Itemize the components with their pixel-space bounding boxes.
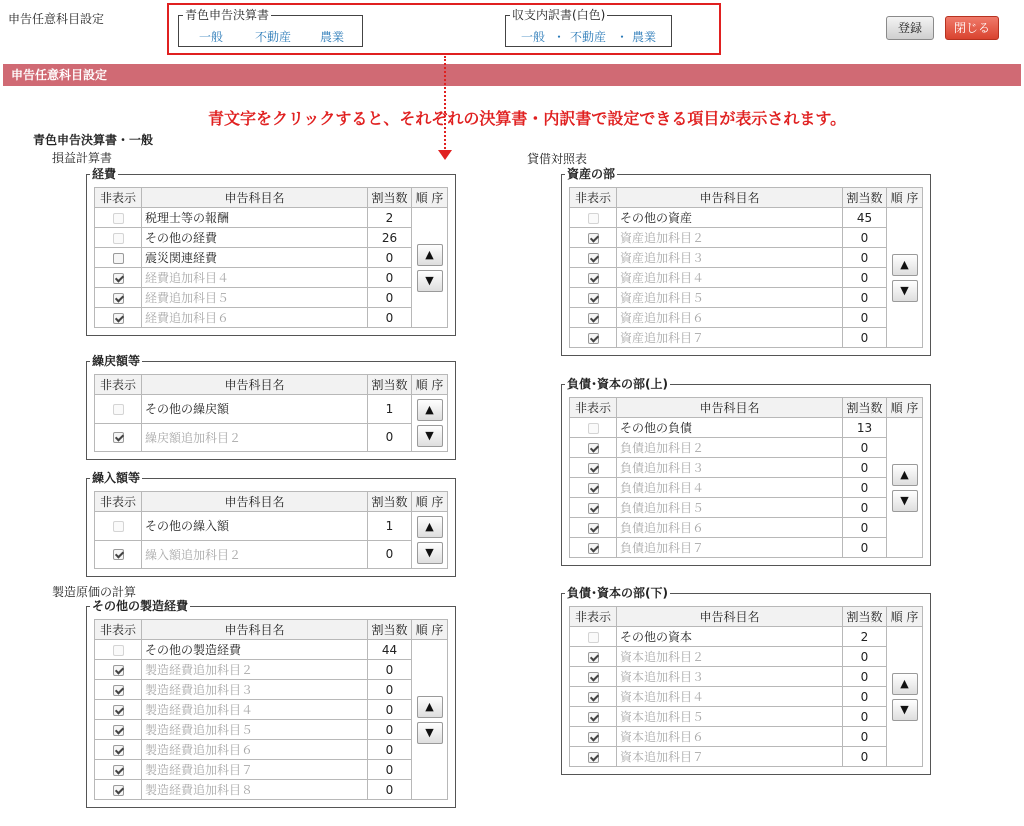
- hide-checkbox[interactable]: [588, 443, 599, 454]
- hide-checkbox-cell: [570, 687, 617, 707]
- assigned-count: 0: [368, 660, 412, 680]
- hide-checkbox[interactable]: [113, 725, 124, 736]
- table-row: [95, 780, 448, 800]
- cash-book-separator: ・: [616, 30, 629, 44]
- order-controls: [412, 512, 448, 569]
- header-order: 順 序: [887, 188, 923, 208]
- account-table: [569, 397, 923, 558]
- hide-checkbox: [588, 213, 599, 224]
- header-name: 申告科目名: [142, 375, 368, 395]
- account-name: 資産追加科目５: [617, 288, 843, 308]
- hide-checkbox[interactable]: [588, 293, 599, 304]
- table-row: [570, 627, 923, 647]
- annotation-arrow-icon: [438, 150, 452, 160]
- balance-sheet-heading: 貸借対照表: [527, 152, 588, 166]
- assigned-count: 0: [843, 538, 887, 558]
- table-row: [95, 640, 448, 660]
- hide-checkbox-cell: [570, 538, 617, 558]
- group-title: 負債･資本の部(下): [567, 586, 668, 600]
- header-order: 順 序: [412, 492, 448, 512]
- assigned-count: 0: [843, 248, 887, 268]
- hide-checkbox[interactable]: [113, 432, 124, 443]
- account-name: 資本追加科目５: [617, 707, 843, 727]
- hide-checkbox[interactable]: [588, 543, 599, 554]
- account-name: 資本追加科目７: [617, 747, 843, 767]
- table-row: [570, 518, 923, 538]
- table-row: [95, 680, 448, 700]
- hide-checkbox-cell: [570, 328, 617, 348]
- account-name: 製造経費追加科目３: [142, 680, 368, 700]
- cash-book-link-realestate[interactable]: 不動産: [570, 30, 607, 44]
- header-name: 申告科目名: [617, 398, 843, 418]
- table-row: [95, 248, 448, 268]
- assigned-count: 0: [843, 518, 887, 538]
- hide-checkbox[interactable]: [113, 253, 124, 264]
- table-row: [570, 328, 923, 348]
- order-controls: [887, 418, 923, 558]
- account-table: [94, 187, 448, 328]
- table-row: [95, 660, 448, 680]
- table-row: [95, 268, 448, 288]
- header-name: 申告科目名: [617, 188, 843, 208]
- table-row: [570, 747, 923, 767]
- assigned-count: 0: [368, 760, 412, 780]
- cash-book-link-agriculture[interactable]: 農業: [632, 30, 657, 44]
- hide-checkbox-cell: [570, 268, 617, 288]
- group-carryin: [86, 471, 456, 577]
- cash-book-title: 収支内訳書(白色): [512, 8, 606, 22]
- hide-checkbox-cell: [95, 208, 142, 228]
- assigned-count: 0: [368, 680, 412, 700]
- account-name: その他の繰入額: [142, 512, 368, 541]
- hide-checkbox-cell: [570, 747, 617, 767]
- account-name: 資産追加科目２: [617, 228, 843, 248]
- table-row: [95, 740, 448, 760]
- account-name: 負債追加科目４: [617, 478, 843, 498]
- table-row: [95, 308, 448, 328]
- assigned-count: 0: [843, 647, 887, 667]
- header-name: 申告科目名: [142, 188, 368, 208]
- assigned-count: 0: [368, 308, 412, 328]
- hide-checkbox-cell: [95, 308, 142, 328]
- account-name: 税理士等の報酬: [142, 208, 368, 228]
- group-title: 経費: [92, 167, 117, 181]
- hide-checkbox[interactable]: [588, 313, 599, 324]
- group-title: その他の製造経費: [92, 599, 189, 613]
- hide-checkbox-cell: [95, 395, 142, 424]
- table-row: [95, 760, 448, 780]
- table-row: [570, 208, 923, 228]
- hide-checkbox[interactable]: [588, 692, 599, 703]
- hide-checkbox[interactable]: [588, 273, 599, 284]
- hide-checkbox-cell: [570, 288, 617, 308]
- account-table: [94, 374, 448, 452]
- account-table: [569, 606, 923, 767]
- annotation-text: 青文字をクリックすると、それぞれの決算書・内訳書で設定できる項目が表示されます。: [208, 109, 847, 128]
- save-button[interactable]: 登録: [886, 16, 934, 40]
- assigned-count: 0: [843, 288, 887, 308]
- blue-filing-title: 青色申告決算書: [185, 8, 270, 22]
- close-button[interactable]: 閉じる: [945, 16, 999, 40]
- account-name: 資本追加科目３: [617, 667, 843, 687]
- account-name: 製造経費追加科目７: [142, 760, 368, 780]
- assigned-count: 0: [368, 540, 412, 569]
- hide-checkbox-cell: [95, 740, 142, 760]
- table-row: [570, 438, 923, 458]
- account-name: 製造経費追加科目６: [142, 740, 368, 760]
- header-hide: 非表示: [570, 188, 617, 208]
- order-controls: [412, 395, 448, 452]
- hide-checkbox: [113, 404, 124, 415]
- hide-checkbox-cell: [570, 228, 617, 248]
- group-carryback: [86, 354, 456, 460]
- header-hide: 非表示: [95, 492, 142, 512]
- blue-filing-link-general[interactable]: 一般: [199, 30, 224, 44]
- account-table: [569, 187, 923, 348]
- account-name: 製造経費追加科目４: [142, 700, 368, 720]
- hide-checkbox[interactable]: [113, 273, 124, 284]
- assigned-count: 0: [843, 498, 887, 518]
- table-row: [570, 248, 923, 268]
- header-count: 割当数: [843, 398, 887, 418]
- assigned-count: 0: [843, 228, 887, 248]
- hide-checkbox-cell: [570, 707, 617, 727]
- account-name: 負債追加科目７: [617, 538, 843, 558]
- account-name: 製造経費追加科目８: [142, 780, 368, 800]
- table-row: [95, 288, 448, 308]
- move-down-button[interactable]: ▼: [417, 542, 443, 564]
- account-name: 負債追加科目３: [617, 458, 843, 478]
- table-row: [570, 707, 923, 727]
- assigned-count: 0: [843, 727, 887, 747]
- assigned-count: 0: [843, 308, 887, 328]
- hide-checkbox-cell: [570, 208, 617, 228]
- assigned-count: 0: [843, 707, 887, 727]
- account-name: 繰戻額追加科目２: [142, 423, 368, 452]
- hide-checkbox[interactable]: [588, 233, 599, 244]
- assigned-count: 44: [368, 640, 412, 660]
- table-row: [95, 423, 448, 452]
- account-name: 製造経費追加科目２: [142, 660, 368, 680]
- table-row: [570, 687, 923, 707]
- page-title: 申告任意科目設定: [8, 12, 105, 26]
- hide-checkbox[interactable]: [113, 665, 124, 676]
- order-controls: [887, 627, 923, 767]
- cash-book-separator: ・: [553, 30, 566, 44]
- assigned-count: 1: [368, 395, 412, 424]
- table-row: [570, 538, 923, 558]
- hide-checkbox-cell: [95, 228, 142, 248]
- account-name: 負債追加科目５: [617, 498, 843, 518]
- group-manufacturing: [86, 599, 456, 808]
- hide-checkbox[interactable]: [113, 293, 124, 304]
- header-order: 順 序: [887, 607, 923, 627]
- cash-book-group: [505, 8, 672, 47]
- blue-filing-group: [178, 8, 363, 47]
- assigned-count: 0: [368, 720, 412, 740]
- table-row: [570, 228, 923, 248]
- account-name: 製造経費追加科目５: [142, 720, 368, 740]
- hide-checkbox-cell: [95, 700, 142, 720]
- table-row: [570, 478, 923, 498]
- header-name: 申告科目名: [142, 620, 368, 640]
- assigned-count: 2: [368, 208, 412, 228]
- hide-checkbox[interactable]: [113, 785, 124, 796]
- header-count: 割当数: [843, 607, 887, 627]
- hide-checkbox-cell: [95, 720, 142, 740]
- hide-checkbox-cell: [95, 760, 142, 780]
- hide-checkbox-cell: [95, 288, 142, 308]
- header-hide: 非表示: [95, 620, 142, 640]
- group-liabilities: [561, 377, 931, 566]
- hide-checkbox: [113, 645, 124, 656]
- hide-checkbox-cell: [570, 518, 617, 538]
- hide-checkbox-cell: [570, 647, 617, 667]
- hide-checkbox-cell: [570, 727, 617, 747]
- assigned-count: 0: [843, 458, 887, 478]
- hide-checkbox-cell: [570, 667, 617, 687]
- assigned-count: 0: [368, 268, 412, 288]
- header-count: 割当数: [843, 188, 887, 208]
- header-count: 割当数: [368, 492, 412, 512]
- hide-checkbox[interactable]: [113, 705, 124, 716]
- hide-checkbox[interactable]: [588, 652, 599, 663]
- header-count: 割当数: [368, 375, 412, 395]
- hide-checkbox: [113, 213, 124, 224]
- hide-checkbox[interactable]: [588, 712, 599, 723]
- assigned-count: 0: [843, 268, 887, 288]
- hide-checkbox: [588, 423, 599, 434]
- account-name: 震災関連経費: [142, 248, 368, 268]
- move-up-button[interactable]: ▲: [892, 464, 918, 486]
- account-table: [94, 619, 448, 800]
- move-down-button[interactable]: ▼: [417, 722, 443, 744]
- hide-checkbox[interactable]: [588, 672, 599, 683]
- header-count: 割当数: [368, 188, 412, 208]
- account-name: 資本追加科目４: [617, 687, 843, 707]
- assigned-count: 1: [368, 512, 412, 541]
- group-title: 負債･資本の部(上): [567, 377, 668, 391]
- header-order: 順 序: [412, 188, 448, 208]
- account-name: 経費追加科目５: [142, 288, 368, 308]
- group-assets: [561, 167, 931, 356]
- hide-checkbox[interactable]: [588, 523, 599, 534]
- move-down-button[interactable]: ▼: [892, 490, 918, 512]
- hide-checkbox-cell: [95, 248, 142, 268]
- account-name: 資本追加科目２: [617, 647, 843, 667]
- hide-checkbox-cell: [95, 640, 142, 660]
- header-hide: 非表示: [95, 375, 142, 395]
- hide-checkbox[interactable]: [113, 313, 124, 324]
- move-down-button[interactable]: ▼: [417, 270, 443, 292]
- table-row: [95, 720, 448, 740]
- hide-checkbox[interactable]: [588, 333, 599, 344]
- table-row: [570, 458, 923, 478]
- assigned-count: 0: [368, 423, 412, 452]
- table-row: [570, 647, 923, 667]
- header-order: 順 序: [887, 398, 923, 418]
- header-name: 申告科目名: [142, 492, 368, 512]
- hide-checkbox[interactable]: [588, 732, 599, 743]
- move-up-button[interactable]: ▲: [417, 696, 443, 718]
- hide-checkbox-cell: [95, 512, 142, 541]
- assigned-count: 0: [368, 700, 412, 720]
- hide-checkbox-cell: [570, 478, 617, 498]
- blue-filing-link-realestate[interactable]: 不動産: [255, 30, 292, 44]
- header-order: 順 序: [412, 620, 448, 640]
- table-row: [570, 498, 923, 518]
- assigned-count: 26: [368, 228, 412, 248]
- header-name: 申告科目名: [617, 607, 843, 627]
- account-name: 経費追加科目４: [142, 268, 368, 288]
- account-name: その他の経費: [142, 228, 368, 248]
- assigned-count: 0: [843, 687, 887, 707]
- hide-checkbox: [113, 521, 124, 532]
- table-row: [570, 288, 923, 308]
- group-capital: [561, 586, 931, 775]
- income-statement-heading: 損益計算書: [52, 151, 113, 165]
- table-row: [570, 418, 923, 438]
- hide-checkbox: [113, 233, 124, 244]
- account-name: 繰入額追加科目２: [142, 540, 368, 569]
- table-row: [570, 268, 923, 288]
- account-name: 資産追加科目７: [617, 328, 843, 348]
- assigned-count: 0: [368, 288, 412, 308]
- section-bar: 申告任意科目設定: [3, 64, 1021, 86]
- assigned-count: 0: [843, 438, 887, 458]
- hide-checkbox-cell: [570, 498, 617, 518]
- header-count: 割当数: [368, 620, 412, 640]
- group-expenses: [86, 167, 456, 336]
- assigned-count: 0: [843, 667, 887, 687]
- hide-checkbox[interactable]: [113, 745, 124, 756]
- account-name: 負債追加科目６: [617, 518, 843, 538]
- table-row: [570, 667, 923, 687]
- hide-checkbox-cell: [95, 268, 142, 288]
- hide-checkbox-cell: [95, 540, 142, 569]
- account-name: 資産追加科目３: [617, 248, 843, 268]
- account-name: その他の資本: [617, 627, 843, 647]
- account-name: 資産追加科目４: [617, 268, 843, 288]
- move-down-button[interactable]: ▼: [892, 280, 918, 302]
- hide-checkbox-cell: [570, 418, 617, 438]
- hide-checkbox-cell: [570, 458, 617, 478]
- order-controls: [412, 640, 448, 800]
- account-name: 資産追加科目６: [617, 308, 843, 328]
- hide-checkbox[interactable]: [113, 685, 124, 696]
- table-row: [95, 700, 448, 720]
- hide-checkbox-cell: [95, 660, 142, 680]
- move-down-button[interactable]: ▼: [892, 699, 918, 721]
- move-up-button[interactable]: ▲: [417, 399, 443, 421]
- assigned-count: 0: [843, 478, 887, 498]
- assigned-count: 0: [843, 328, 887, 348]
- assigned-count: 2: [843, 627, 887, 647]
- order-controls: [412, 208, 448, 328]
- table-row: [95, 540, 448, 569]
- account-name: 資本追加科目６: [617, 727, 843, 747]
- header-order: 順 序: [412, 375, 448, 395]
- account-name: 負債追加科目２: [617, 438, 843, 458]
- account-table: [94, 491, 448, 569]
- hide-checkbox[interactable]: [113, 765, 124, 776]
- hide-checkbox[interactable]: [113, 549, 124, 560]
- table-row: [95, 512, 448, 541]
- hide-checkbox[interactable]: [588, 752, 599, 763]
- assigned-count: 0: [843, 747, 887, 767]
- group-title: 資産の部: [567, 167, 616, 181]
- account-name: その他の負債: [617, 418, 843, 438]
- table-row: [95, 208, 448, 228]
- move-up-button[interactable]: ▲: [892, 673, 918, 695]
- hide-checkbox-cell: [570, 627, 617, 647]
- assigned-count: 45: [843, 208, 887, 228]
- main-heading: 青色申告決算書・一般: [33, 133, 154, 147]
- hide-checkbox[interactable]: [588, 503, 599, 514]
- hide-checkbox[interactable]: [588, 253, 599, 264]
- move-down-button[interactable]: ▼: [417, 425, 443, 447]
- group-title: 繰入額等: [92, 471, 141, 485]
- cash-book-link-general[interactable]: 一般: [521, 30, 546, 44]
- hide-checkbox: [588, 632, 599, 643]
- assigned-count: 13: [843, 418, 887, 438]
- hide-checkbox-cell: [570, 438, 617, 458]
- move-up-button[interactable]: ▲: [417, 516, 443, 538]
- assigned-count: 0: [368, 780, 412, 800]
- assigned-count: 0: [368, 248, 412, 268]
- annotation-dotted-line: [444, 56, 446, 152]
- header-hide: 非表示: [570, 607, 617, 627]
- assigned-count: 0: [368, 740, 412, 760]
- manufacturing-heading: 製造原価の計算: [52, 585, 137, 599]
- account-name: その他の繰戻額: [142, 395, 368, 424]
- header-hide: 非表示: [570, 398, 617, 418]
- move-up-button[interactable]: ▲: [417, 244, 443, 266]
- table-row: [95, 395, 448, 424]
- blue-filing-link-agriculture[interactable]: 農業: [320, 30, 345, 44]
- table-row: [570, 308, 923, 328]
- table-row: [95, 228, 448, 248]
- hide-checkbox-cell: [95, 423, 142, 452]
- hide-checkbox-cell: [95, 680, 142, 700]
- move-up-button[interactable]: ▲: [892, 254, 918, 276]
- table-row: [570, 727, 923, 747]
- account-name: 経費追加科目６: [142, 308, 368, 328]
- hide-checkbox[interactable]: [588, 463, 599, 474]
- header-hide: 非表示: [95, 188, 142, 208]
- account-name: その他の資産: [617, 208, 843, 228]
- hide-checkbox-cell: [570, 308, 617, 328]
- account-name: その他の製造経費: [142, 640, 368, 660]
- order-controls: [887, 208, 923, 348]
- hide-checkbox-cell: [570, 248, 617, 268]
- group-title: 繰戻額等: [92, 354, 141, 368]
- hide-checkbox-cell: [95, 780, 142, 800]
- hide-checkbox[interactable]: [588, 483, 599, 494]
